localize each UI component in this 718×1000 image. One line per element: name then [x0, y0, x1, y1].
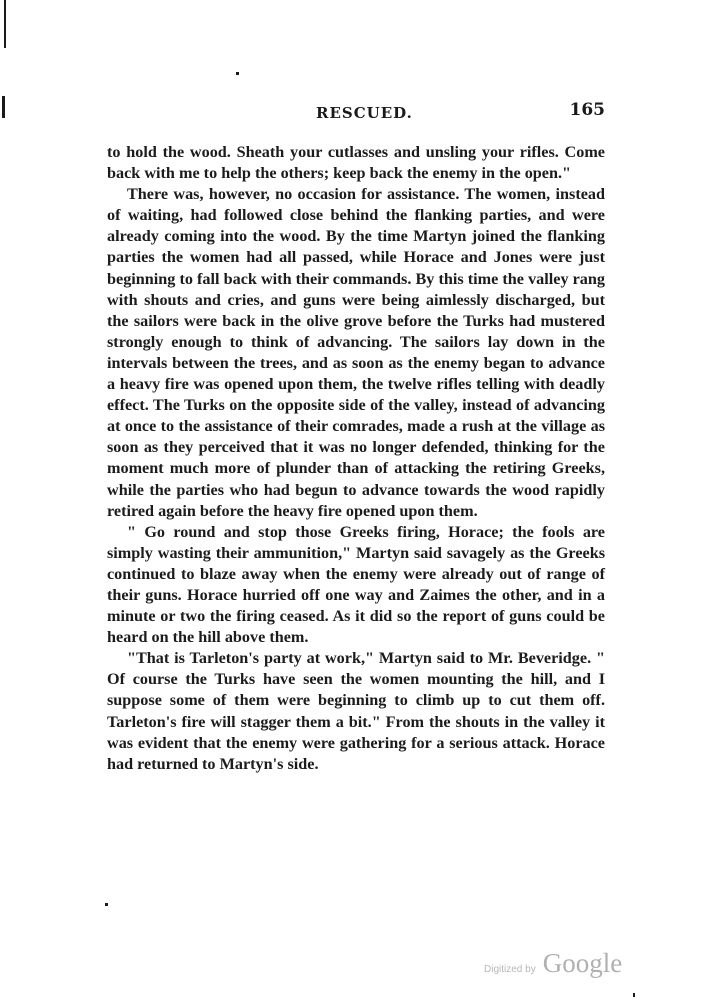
digitized-watermark	[484, 948, 622, 980]
scan-edge-mark	[4, 0, 6, 48]
scan-dot	[105, 903, 108, 906]
google-logo: Google	[542, 948, 623, 978]
page-number: 165	[569, 100, 605, 120]
watermark-label: Digitized by	[484, 964, 536, 975]
scan-edge-mark	[2, 96, 5, 118]
paragraph: " Go round and stop those Greeks firing, Horace; the fools are simply wasting their ammunition," Martyn said savagely as the Greeks continued to blaze away when the enemy were already out of range of their guns. Horace hurried off one way and Zaimes the other, and in a minute or two the firing ceased. As it did so the report of guns could be heard on the hill above them.	[107, 522, 605, 647]
paragraph: to hold the wood. Sheath your cutlasses and unsling your rifles. Come back with me to help the others; keep back the enemy in the open."	[107, 143, 605, 183]
running-head: RESCUED.	[316, 104, 413, 122]
page-header	[108, 100, 605, 128]
scan-dot	[236, 72, 239, 75]
paragraph: "That is Tarleton's party at work," Martyn said to Mr. Beveridge. " Of course the Turks have seen the women mounting the hill, and I suppose some of them were beginning to climb up to cut them off. Tarleton's fire will stagger them a bit." From the shouts in the valley it was evident that the enemy were gathering for a serious attack. Horace had returned to Martyn's side.	[107, 649, 605, 773]
scan-dot	[633, 993, 635, 997]
body-text	[107, 142, 605, 775]
paragraph: There was, however, no occasion for assistance. The women, instead of waiting, had followed close behind the flanking parties, and were already coming into the wood. By the time Martyn joined the flanking parties the women had all passed, while Horace and Jones were just beginning to fall back with their commands. By this time the valley rang with shouts and cries, and guns were being aimlessly discharged, but the sailors were back in the olive grove before the Turks had mustered strongly enough to think of advancing. The sailors lay down in the intervals between the trees, and as soon as the enemy began to advance a heavy fire was opened upon them, the twelve rifles telling with deadly effect. The Turks on the opposite side of the valley, instead of advancing at once to the assistance of their comrades, made a rush at the village as soon as they perceived that it was no longer defended, thinking for the moment much more of plunder than of attacking the retiring Greeks, while the parties who had begun to advance towards the wood rapidly retired again before the heavy fire opened upon them.	[107, 185, 605, 520]
